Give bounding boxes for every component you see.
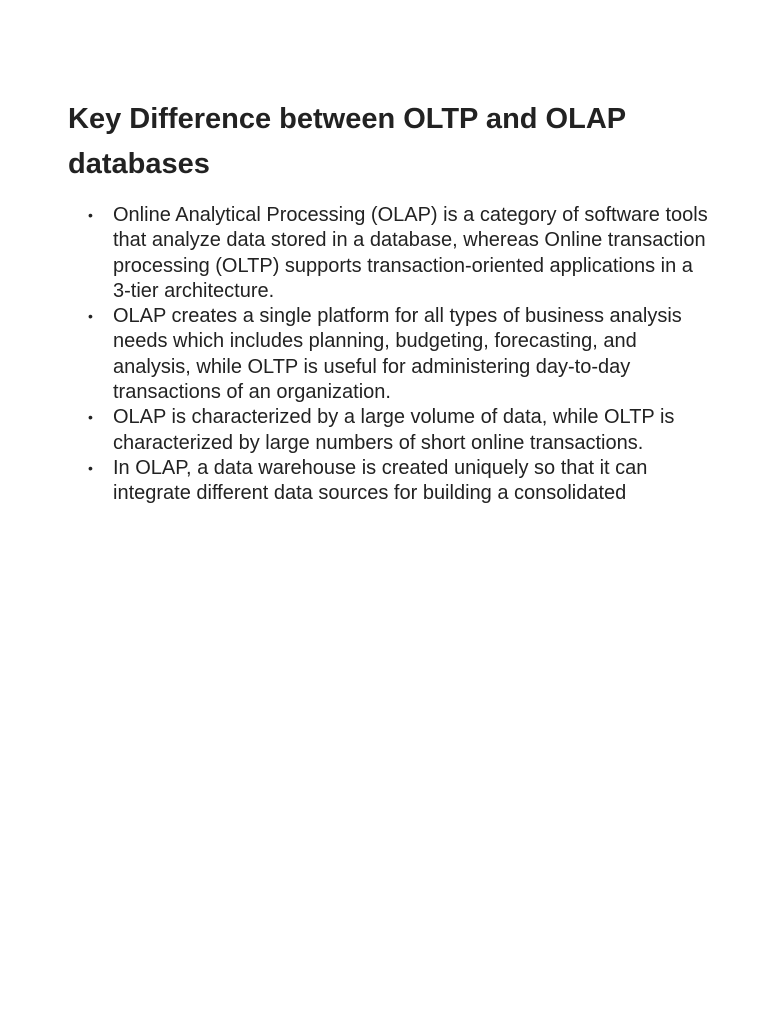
- list-item: [68, 456, 708, 506]
- list-item: [68, 203, 708, 304]
- list-item-text: Online Analytical Processing (OLAP) is a category of software tools that analyze data stored in a database, whereas Online transaction processing (OLTP) supports transaction-oriented applications in a 3-tier architecture.: [113, 204, 708, 302]
- list-item-text: In OLAP, a data warehouse is created uniquely so that it can integrate different data sources for building a consolidated: [113, 456, 648, 505]
- bullet-icon: •: [88, 409, 93, 426]
- document-page: [68, 97, 708, 506]
- section-heading: Key Difference between OLTP and OLAP databases: [68, 103, 626, 180]
- list-item-text: OLAP is characterized by a large volume of data, while OLTP is characterized by large numbers of short online transactions.: [113, 406, 675, 454]
- bullet-icon: •: [88, 308, 93, 325]
- list-item-text: OLAP creates a single platform for all types of business analysis needs which includes planning, budgeting, forecasting, and analysis, while OLTP is useful for administering day-to-day transactions of an organization.: [113, 305, 682, 404]
- list-item: [68, 304, 708, 405]
- bullet-icon: •: [88, 207, 93, 223]
- list-item: [68, 405, 708, 456]
- difference-list: [68, 203, 708, 506]
- bullet-icon: •: [88, 459, 93, 476]
